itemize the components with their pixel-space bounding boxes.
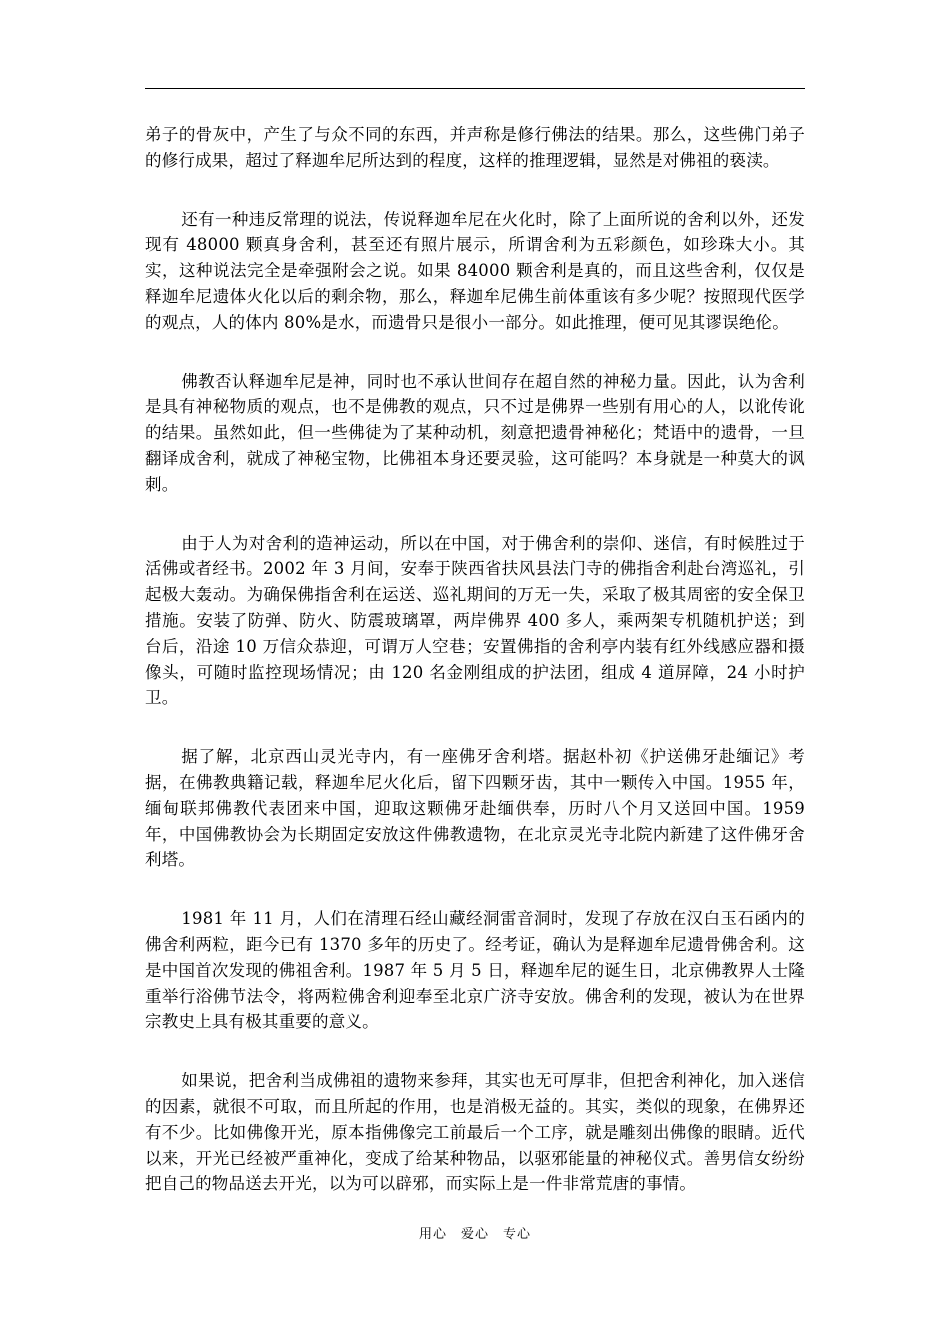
paragraph: 由于人为对舍利的造神运动，所以在中国，对于佛舍利的崇仰、迷信，有时候胜过于活佛或者经书。2002 年 3 月间，安奉于陕西省扶风县法门寺的佛指舍利赴台湾巡礼，引起极大轰动。为确保佛指舍利在运送、巡礼期间的万无一失，采取了极其周密的安全保卫措施。安装了防弹、防火、防震玻璃罩，两岸佛界 400 多人，乘两架专机随机护送；到台后，沿途 10 万信众恭迎，可谓万人空巷；安置佛指的舍利亭内装有红外线感应器和摄像头，可随时监控现场情况；由 120 名金刚组成的护法团，组成 4 道屏障，24 小时护卫。 — [145, 533, 805, 708]
paragraph: 据了解，北京西山灵光寺内，有一座佛牙舍利塔。据赵朴初《护送佛牙赴缅记》考据，在佛教典籍记载，释迦牟尼火化后，留下四颗牙齿，其中一颗传入中国。1955 年，缅甸联邦佛教代表团来中国，迎取这颗佛牙赴缅供奉，历时八个月又送回中国。1959 年，中国佛教协会为长期固定安放这件佛教遗物，在北京灵光寺北院内新建了这件佛牙舍利塔。 — [145, 747, 805, 870]
document-body — [145, 122, 805, 1230]
header-rule — [145, 88, 805, 89]
paragraph-continuation: 弟子的骨灰中，产生了与众不同的东西，并声称是修行佛法的结果。那么，这些佛门弟子的修行成果，超过了释迦牟尼所达到的程度，这样的推理逻辑，显然是对佛祖的亵渎。 — [145, 125, 805, 170]
page-footer: 用心 爱心 专心 — [418, 1227, 531, 1242]
paragraph: 还有一种违反常理的说法，传说释迦牟尼在火化时，除了上面所说的舍利以外，还发现有 48000 颗真身舍利，甚至还有照片展示，所谓舍利为五彩颜色，如珍珠大小。其实，这种说法完全是牵强附会之说。如果 84000 颗舍利是真的，而且这些舍利，仅仅是释迦牟尼遗体火化以后的剩余物，那么，释迦牟尼佛生前体重该有多少呢？按照现代医学的观点，人的体内 80%是水，而遗骨只是很小一部分。如此推理，便可见其谬误绝伦。 — [145, 209, 805, 332]
paragraph: 佛教否认释迦牟尼是神，同时也不承认世间存在超自然的神秘力量。因此，认为舍利是具有神秘物质的观点，也不是佛教的观点，只不过是佛界一些别有用心的人，以讹传讹的结果。虽然如此，但一些佛徒为了某种动机，刻意把遗骨神秘化；梵语中的遗骨，一旦翻译成舍利，就成了神秘宝物，比佛祖本身还要灵验，这可能吗？本身就是一种莫大的讽刺。 — [145, 371, 805, 494]
paragraph: 1981 年 11 月，人们在清理石经山藏经洞雷音洞时，发现了存放在汉白玉石函内的佛舍利两粒，距今已有 1370 多年的历史了。经考证，确认为是释迦牟尼遗骨佛舍利。这是中国首次发现的佛祖舍利。1987 年 5 月 5 日，释迦牟尼的诞生日，北京佛教界人士隆重举行浴佛节法令，将两粒佛舍利迎奉至北京广济寺安放。佛舍利的发现，被认为在世界宗教史上具有极其重要的意义。 — [145, 909, 805, 1032]
paragraph: 如果说，把舍利当成佛祖的遗物来参拜，其实也无可厚非，但把舍利神化，加入迷信的因素，就很不可取，而且所起的作用，也是消极无益的。其实，类似的现象，在佛界还有不少。比如佛像开光，原本指佛像完工前最后一个工序，就是雕刻出佛像的眼睛。近代以来，开光已经被严重神化，变成了给某种物品，以驱邪能量的神秘仪式。善男信女纷纷把自己的物品送去开光，以为可以辟邪，而实际上是一件非常荒唐的事情。 — [145, 1071, 805, 1194]
